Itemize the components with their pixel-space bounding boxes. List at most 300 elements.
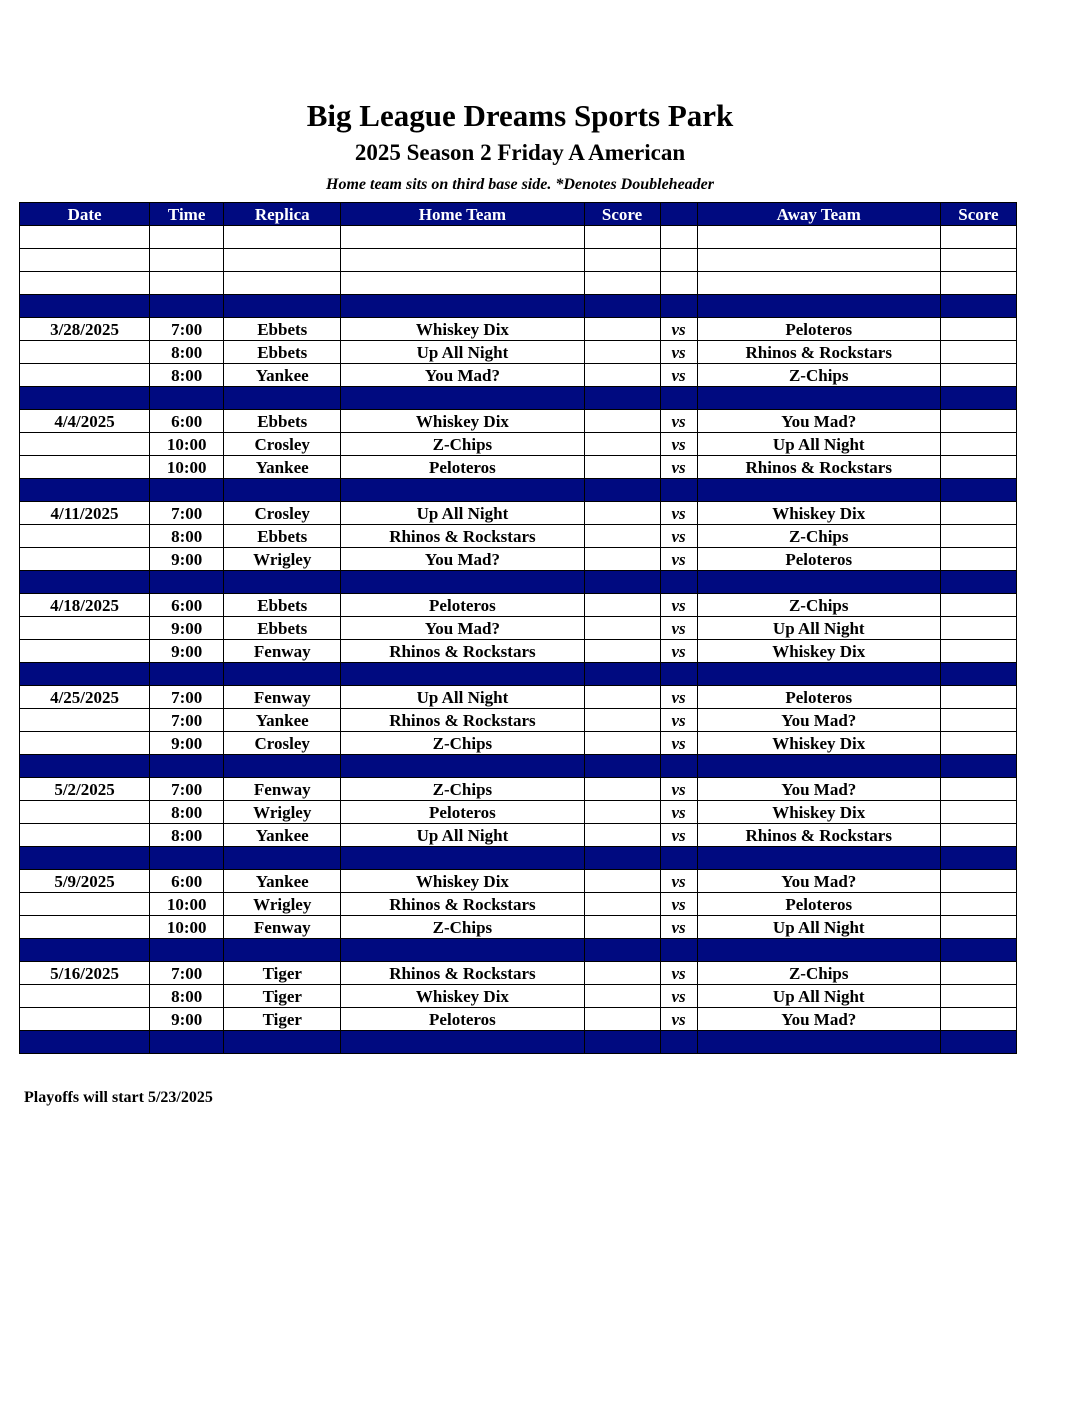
home-team: You Mad?: [341, 548, 584, 571]
away-score: [940, 318, 1016, 341]
header-date: Date: [20, 203, 150, 226]
away-score: [940, 617, 1016, 640]
separator-cell: [660, 387, 697, 410]
separator-cell: [224, 571, 341, 594]
vs-label: vs: [660, 916, 697, 939]
vs-label: vs: [660, 824, 697, 847]
separator-cell: [697, 755, 940, 778]
home-team: Whiskey Dix: [341, 410, 584, 433]
game-date: [20, 364, 150, 387]
game-field: Ebbets: [224, 525, 341, 548]
separator-cell: [224, 939, 341, 962]
vs-label: vs: [660, 318, 697, 341]
separator-cell: [660, 847, 697, 870]
separator-cell: [584, 571, 660, 594]
home-score: [584, 502, 660, 525]
separator-cell: [697, 847, 940, 870]
away-score: [940, 870, 1016, 893]
separator-cell: [20, 479, 150, 502]
header-time: Time: [150, 203, 224, 226]
home-team: Up All Night: [341, 824, 584, 847]
header-away-team: Away Team: [697, 203, 940, 226]
vs-label: vs: [660, 525, 697, 548]
separator-cell: [224, 1031, 341, 1054]
home-score: [584, 594, 660, 617]
vs-label: vs: [660, 594, 697, 617]
separator-cell: [341, 663, 584, 686]
separator-row: [20, 755, 1017, 778]
away-team: You Mad?: [697, 1008, 940, 1031]
away-team: Peloteros: [697, 318, 940, 341]
playoffs-note: Playoffs will start 5/23/2025: [24, 1089, 213, 1106]
game-row: [20, 962, 1017, 985]
home-score: [584, 778, 660, 801]
game-date: [20, 916, 150, 939]
game-field: Ebbets: [224, 341, 341, 364]
away-team: Z-Chips: [697, 364, 940, 387]
separator-cell: [660, 295, 697, 318]
vs-label: vs: [660, 778, 697, 801]
game-field: Wrigley: [224, 801, 341, 824]
game-time: 8:00: [150, 801, 224, 824]
game-row: [20, 1008, 1017, 1031]
separator-row: [20, 1031, 1017, 1054]
game-time: 7:00: [150, 709, 224, 732]
vs-label: vs: [660, 456, 697, 479]
game-time: 9:00: [150, 1008, 224, 1031]
game-row: [20, 502, 1017, 525]
away-team: You Mad?: [697, 870, 940, 893]
empty-cell: [150, 226, 224, 249]
page-subtitle: 2025 Season 2 Friday A American: [354, 140, 686, 165]
empty-cell: [150, 249, 224, 272]
home-team: Whiskey Dix: [341, 870, 584, 893]
home-score: [584, 870, 660, 893]
separator-cell: [224, 295, 341, 318]
game-row: [20, 594, 1017, 617]
home-score: [584, 640, 660, 663]
away-team: Whiskey Dix: [697, 801, 940, 824]
separator-cell: [940, 847, 1016, 870]
vs-label: vs: [660, 962, 697, 985]
game-field: Fenway: [224, 686, 341, 709]
empty-cell: [584, 272, 660, 295]
separator-row: [20, 295, 1017, 318]
header-home-score: Score: [584, 203, 660, 226]
home-team: Rhinos & Rockstars: [341, 640, 584, 663]
away-team: Up All Night: [697, 985, 940, 1008]
game-time: 8:00: [150, 525, 224, 548]
game-row: [20, 341, 1017, 364]
empty-cell: [584, 249, 660, 272]
game-field: Fenway: [224, 916, 341, 939]
empty-cell: [940, 272, 1016, 295]
home-team: Z-Chips: [341, 778, 584, 801]
separator-cell: [150, 479, 224, 502]
game-field: Wrigley: [224, 548, 341, 571]
game-row: [20, 686, 1017, 709]
game-field: Crosley: [224, 732, 341, 755]
page-title: Big League Dreams Sports Park: [306, 98, 734, 133]
separator-cell: [584, 755, 660, 778]
separator-cell: [341, 755, 584, 778]
separator-cell: [584, 847, 660, 870]
empty-cell: [20, 272, 150, 295]
game-row: [20, 525, 1017, 548]
separator-cell: [341, 847, 584, 870]
separator-cell: [150, 387, 224, 410]
empty-cell: [20, 249, 150, 272]
vs-label: vs: [660, 341, 697, 364]
away-team: Whiskey Dix: [697, 640, 940, 663]
separator-cell: [150, 295, 224, 318]
game-time: 8:00: [150, 341, 224, 364]
game-date: [20, 732, 150, 755]
game-field: Ebbets: [224, 410, 341, 433]
home-score: [584, 433, 660, 456]
separator-row: [20, 387, 1017, 410]
game-row: [20, 364, 1017, 387]
empty-cell: [584, 226, 660, 249]
separator-cell: [224, 387, 341, 410]
home-team: Z-Chips: [341, 433, 584, 456]
vs-label: vs: [660, 364, 697, 387]
game-field: Yankee: [224, 824, 341, 847]
empty-cell: [224, 226, 341, 249]
separator-cell: [150, 847, 224, 870]
away-score: [940, 732, 1016, 755]
game-field: Yankee: [224, 709, 341, 732]
separator-cell: [584, 295, 660, 318]
home-score: [584, 341, 660, 364]
separator-cell: [940, 1031, 1016, 1054]
home-score: [584, 824, 660, 847]
separator-cell: [341, 387, 584, 410]
game-date: [20, 456, 150, 479]
game-row: [20, 456, 1017, 479]
away-team: Rhinos & Rockstars: [697, 341, 940, 364]
away-score: [940, 410, 1016, 433]
game-row: [20, 801, 1017, 824]
separator-cell: [697, 387, 940, 410]
empty-cell: [660, 272, 697, 295]
away-team: Up All Night: [697, 617, 940, 640]
away-score: [940, 962, 1016, 985]
away-team: Up All Night: [697, 916, 940, 939]
home-score: [584, 410, 660, 433]
empty-cell: [940, 249, 1016, 272]
game-time: 9:00: [150, 548, 224, 571]
game-row: [20, 893, 1017, 916]
separator-cell: [660, 1031, 697, 1054]
away-team: You Mad?: [697, 778, 940, 801]
empty-cell: [697, 249, 940, 272]
separator-cell: [584, 479, 660, 502]
away-score: [940, 916, 1016, 939]
separator-cell: [940, 571, 1016, 594]
game-time: 6:00: [150, 870, 224, 893]
empty-cell: [341, 249, 584, 272]
away-score: [940, 801, 1016, 824]
game-time: 9:00: [150, 732, 224, 755]
home-score: [584, 525, 660, 548]
game-time: 8:00: [150, 985, 224, 1008]
home-team: Up All Night: [341, 686, 584, 709]
empty-cell: [660, 226, 697, 249]
separator-cell: [697, 663, 940, 686]
empty-cell: [224, 272, 341, 295]
separator-cell: [150, 663, 224, 686]
game-row: [20, 778, 1017, 801]
vs-label: vs: [660, 1008, 697, 1031]
separator-cell: [20, 387, 150, 410]
vs-label: vs: [660, 686, 697, 709]
separator-cell: [20, 1031, 150, 1054]
game-row: [20, 640, 1017, 663]
vs-label: vs: [660, 410, 697, 433]
game-date: [20, 709, 150, 732]
game-date: 3/28/2025: [20, 318, 150, 341]
game-date: [20, 341, 150, 364]
separator-cell: [940, 939, 1016, 962]
game-row: [20, 916, 1017, 939]
away-score: [940, 824, 1016, 847]
empty-cell: [150, 272, 224, 295]
game-time: 8:00: [150, 364, 224, 387]
away-score: [940, 709, 1016, 732]
game-date: 5/9/2025: [20, 870, 150, 893]
separator-cell: [940, 295, 1016, 318]
separator-cell: [584, 387, 660, 410]
home-team: Peloteros: [341, 1008, 584, 1031]
separator-cell: [584, 1031, 660, 1054]
vs-label: vs: [660, 893, 697, 916]
empty-cell: [20, 226, 150, 249]
game-date: 4/18/2025: [20, 594, 150, 617]
separator-cell: [224, 479, 341, 502]
game-time: 7:00: [150, 318, 224, 341]
separator-row: [20, 847, 1017, 870]
header-vs-blank: [660, 203, 697, 226]
home-team: You Mad?: [341, 617, 584, 640]
away-score: [940, 502, 1016, 525]
game-row: [20, 410, 1017, 433]
away-score: [940, 594, 1016, 617]
game-time: 8:00: [150, 824, 224, 847]
game-field: Yankee: [224, 870, 341, 893]
separator-cell: [224, 663, 341, 686]
separator-cell: [660, 663, 697, 686]
game-field: Fenway: [224, 778, 341, 801]
separator-cell: [20, 939, 150, 962]
game-row: [20, 824, 1017, 847]
away-team: You Mad?: [697, 410, 940, 433]
home-score: [584, 364, 660, 387]
vs-label: vs: [660, 985, 697, 1008]
separator-row: [20, 663, 1017, 686]
game-field: Fenway: [224, 640, 341, 663]
separator-cell: [20, 755, 150, 778]
separator-cell: [341, 479, 584, 502]
game-date: 4/25/2025: [20, 686, 150, 709]
away-team: Whiskey Dix: [697, 732, 940, 755]
separator-cell: [150, 939, 224, 962]
home-score: [584, 1008, 660, 1031]
separator-cell: [940, 663, 1016, 686]
away-team: Z-Chips: [697, 962, 940, 985]
separator-cell: [20, 295, 150, 318]
home-team: Rhinos & Rockstars: [341, 962, 584, 985]
empty-cell: [660, 249, 697, 272]
away-score: [940, 1008, 1016, 1031]
separator-cell: [697, 295, 940, 318]
game-field: Yankee: [224, 456, 341, 479]
home-score: [584, 732, 660, 755]
separator-cell: [940, 479, 1016, 502]
game-date: [20, 985, 150, 1008]
home-score: [584, 617, 660, 640]
game-field: Tiger: [224, 985, 341, 1008]
empty-cell: [341, 226, 584, 249]
home-score: [584, 686, 660, 709]
home-team: Peloteros: [341, 456, 584, 479]
away-team: Rhinos & Rockstars: [697, 824, 940, 847]
separator-cell: [20, 571, 150, 594]
away-team: Z-Chips: [697, 594, 940, 617]
game-time: 10:00: [150, 893, 224, 916]
game-row: [20, 985, 1017, 1008]
home-team: Whiskey Dix: [341, 985, 584, 1008]
game-field: Yankee: [224, 364, 341, 387]
empty-row: [20, 249, 1017, 272]
vs-label: vs: [660, 617, 697, 640]
separator-cell: [150, 1031, 224, 1054]
header-home-team: Home Team: [341, 203, 584, 226]
game-field: Wrigley: [224, 893, 341, 916]
home-score: [584, 456, 660, 479]
separator-cell: [341, 295, 584, 318]
home-score: [584, 985, 660, 1008]
vs-label: vs: [660, 709, 697, 732]
away-team: Z-Chips: [697, 525, 940, 548]
separator-cell: [341, 571, 584, 594]
game-date: [20, 433, 150, 456]
game-row: [20, 433, 1017, 456]
empty-cell: [940, 226, 1016, 249]
home-team: You Mad?: [341, 364, 584, 387]
header-row: [20, 203, 1017, 226]
home-score: [584, 318, 660, 341]
home-team: Peloteros: [341, 801, 584, 824]
away-score: [940, 433, 1016, 456]
vs-label: vs: [660, 801, 697, 824]
home-score: [584, 548, 660, 571]
away-score: [940, 985, 1016, 1008]
schedule-table: [19, 202, 1017, 1054]
vs-label: vs: [660, 732, 697, 755]
game-time: 10:00: [150, 433, 224, 456]
game-time: 9:00: [150, 640, 224, 663]
away-team: Up All Night: [697, 433, 940, 456]
game-row: [20, 709, 1017, 732]
vs-label: vs: [660, 870, 697, 893]
empty-cell: [341, 272, 584, 295]
game-row: [20, 318, 1017, 341]
game-field: Crosley: [224, 433, 341, 456]
game-time: 10:00: [150, 456, 224, 479]
home-score: [584, 709, 660, 732]
game-date: [20, 824, 150, 847]
game-date: [20, 617, 150, 640]
away-team: Peloteros: [697, 893, 940, 916]
away-score: [940, 640, 1016, 663]
separator-cell: [660, 479, 697, 502]
schedule-note: Home team sits on third base side. *Denotes Doubleheader: [326, 176, 714, 193]
game-row: [20, 617, 1017, 640]
game-row: [20, 548, 1017, 571]
game-field: Crosley: [224, 502, 341, 525]
separator-row: [20, 939, 1017, 962]
game-date: [20, 548, 150, 571]
home-team: Peloteros: [341, 594, 584, 617]
header-replica: Replica: [224, 203, 341, 226]
game-date: 4/11/2025: [20, 502, 150, 525]
game-time: 9:00: [150, 617, 224, 640]
home-team: Rhinos & Rockstars: [341, 525, 584, 548]
game-time: 7:00: [150, 962, 224, 985]
home-team: Up All Night: [341, 341, 584, 364]
schedule-body: [20, 226, 1017, 1054]
away-team: Whiskey Dix: [697, 502, 940, 525]
separator-cell: [697, 939, 940, 962]
away-score: [940, 548, 1016, 571]
home-team: Rhinos & Rockstars: [341, 893, 584, 916]
game-date: 5/2/2025: [20, 778, 150, 801]
game-date: 5/16/2025: [20, 962, 150, 985]
empty-cell: [697, 226, 940, 249]
away-team: Peloteros: [697, 548, 940, 571]
game-row: [20, 870, 1017, 893]
away-score: [940, 525, 1016, 548]
game-field: Ebbets: [224, 594, 341, 617]
separator-cell: [584, 663, 660, 686]
game-date: [20, 893, 150, 916]
separator-cell: [224, 847, 341, 870]
separator-cell: [940, 755, 1016, 778]
game-date: [20, 525, 150, 548]
game-time: 7:00: [150, 778, 224, 801]
vs-label: vs: [660, 640, 697, 663]
separator-cell: [224, 755, 341, 778]
away-score: [940, 364, 1016, 387]
empty-row: [20, 272, 1017, 295]
game-date: [20, 1008, 150, 1031]
game-field: Ebbets: [224, 318, 341, 341]
home-team: Up All Night: [341, 502, 584, 525]
away-score: [940, 341, 1016, 364]
home-score: [584, 801, 660, 824]
separator-cell: [150, 755, 224, 778]
home-score: [584, 962, 660, 985]
separator-cell: [660, 755, 697, 778]
separator-cell: [697, 571, 940, 594]
away-score: [940, 686, 1016, 709]
separator-cell: [940, 387, 1016, 410]
game-time: 6:00: [150, 594, 224, 617]
home-team: Z-Chips: [341, 732, 584, 755]
separator-cell: [150, 571, 224, 594]
separator-cell: [20, 663, 150, 686]
